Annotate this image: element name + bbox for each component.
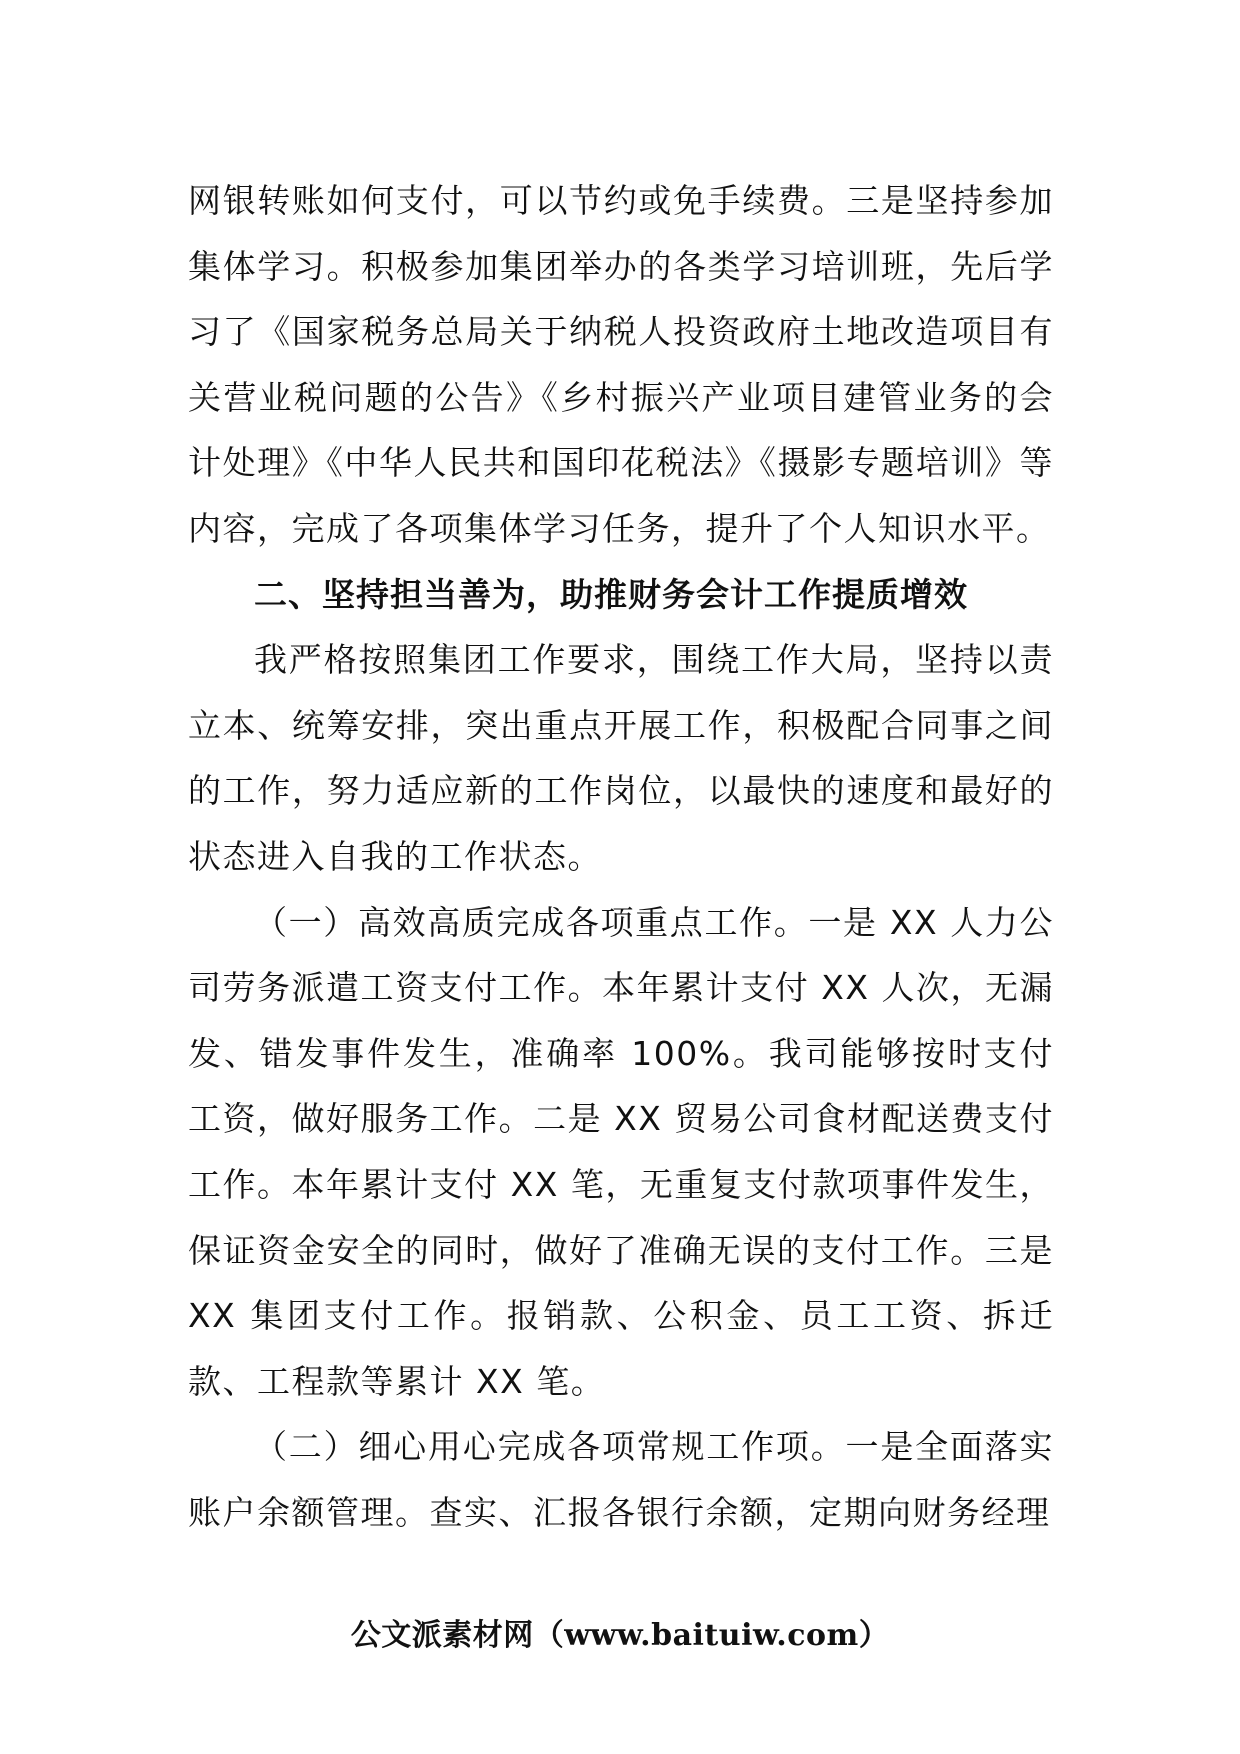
section-heading-2: 二、坚持担当善为，助推财务会计工作提质增效 [254,574,968,614]
paragraph-study: 网银转账如何支付，可以节约或免手续费。三是坚持参加集体学习。积极参加集团举办的各类学习培训班，先后学习了《国家税务总局关于纳税人投资政府土地改造项目有关营业税问题的公告》《乡村振兴产业项目建管业务的会计处理》《中华人民共和国印花税法》《摄影专题培训》等内容，完成了各项集体学习任务，提升了个人知识水平。 [188,181,1054,548]
paragraph-work-attitude: 我严格按照集团工作要求，围绕工作大局，坚持以责立本、统筹安排，突出重点开展工作，积极配合同事之间的工作，努力适应新的工作岗位，以最快的速度和最好的状态进入自我的工作状态。 [188,640,1054,876]
footer-watermark: 公文派素材网（www.baituiw.com） [350,1618,890,1653]
paragraph-key-work: （一）高效高质完成各项重点工作。一是 XX 人力公司劳务派遣工资支付工作。本年累计支付 XX 人次，无漏发、错发事件发生，准确率 100%。我司能够按时支付工资，做好服务工作。二是 XX 贸易公司食材配送费支付工作。本年累计支付 XX 笔，无重复支付款项事件发生，保证资金安全的同时，做好了准确无误的支付工作。三是 XX 集团支付工作。报销款、公积金、员工工资、拆迁款、工程款等累计 XX 笔。 [188,902,1054,1401]
document-body [188,168,1054,1545]
paragraph-routine-work: （二）细心用心完成各项常规工作项。一是全面落实账户余额管理。查实、汇报各银行余额，定期向财务经理 [188,1427,1054,1532]
